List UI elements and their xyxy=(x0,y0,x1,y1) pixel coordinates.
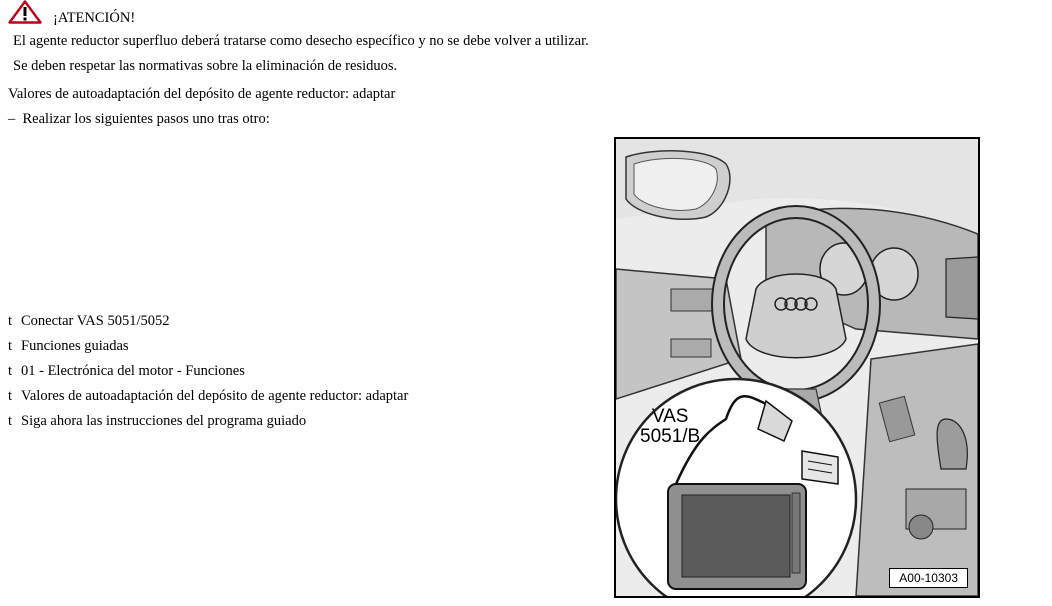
step-text: Conectar VAS 5051/5052 xyxy=(21,313,170,329)
intro-step-marker: – xyxy=(8,111,16,127)
step-text: 01 - Electrónica del motor - Funciones xyxy=(21,363,245,379)
step-bullet: t xyxy=(8,313,13,329)
step-bullet: t xyxy=(8,413,13,429)
intro-step-text: Realizar los siguientes pasos uno tras otro: xyxy=(22,111,270,127)
warning-line-1: El agente reductor superfluo deberá tratarse como desecho específico y no se debe volver a utilizar. xyxy=(13,33,589,49)
device-label-line2: 5051/B xyxy=(640,426,701,447)
figure-car-interior xyxy=(614,137,980,598)
warning-icon xyxy=(8,0,42,24)
figure-id-label: A00-10303 xyxy=(889,568,968,588)
step-item xyxy=(8,413,306,430)
step-item xyxy=(8,363,245,380)
warning-title: ¡ATENCIÓN! xyxy=(53,10,136,26)
intro-step xyxy=(8,111,270,128)
step-bullet: t xyxy=(8,363,13,379)
step-item xyxy=(8,313,170,330)
step-bullet: t xyxy=(8,388,13,404)
step-item xyxy=(8,338,129,355)
device-label-line1: VAS xyxy=(651,406,689,427)
step-text: Funciones guiadas xyxy=(21,338,129,354)
step-text: Valores de autoadaptación del depósito de agente reductor: adaptar xyxy=(21,388,409,404)
section-title: Valores de autoadaptación del depósito de agente reductor: adaptar xyxy=(8,86,396,102)
device-label xyxy=(640,407,700,447)
step-text: Siga ahora las instrucciones del programa guiado xyxy=(21,413,307,429)
step-item xyxy=(8,388,408,405)
warning-line-2: Se deben respetar las normativas sobre la eliminación de residuos. xyxy=(13,58,398,74)
car-interior-illustration xyxy=(616,139,978,596)
step-bullet: t xyxy=(8,338,13,354)
